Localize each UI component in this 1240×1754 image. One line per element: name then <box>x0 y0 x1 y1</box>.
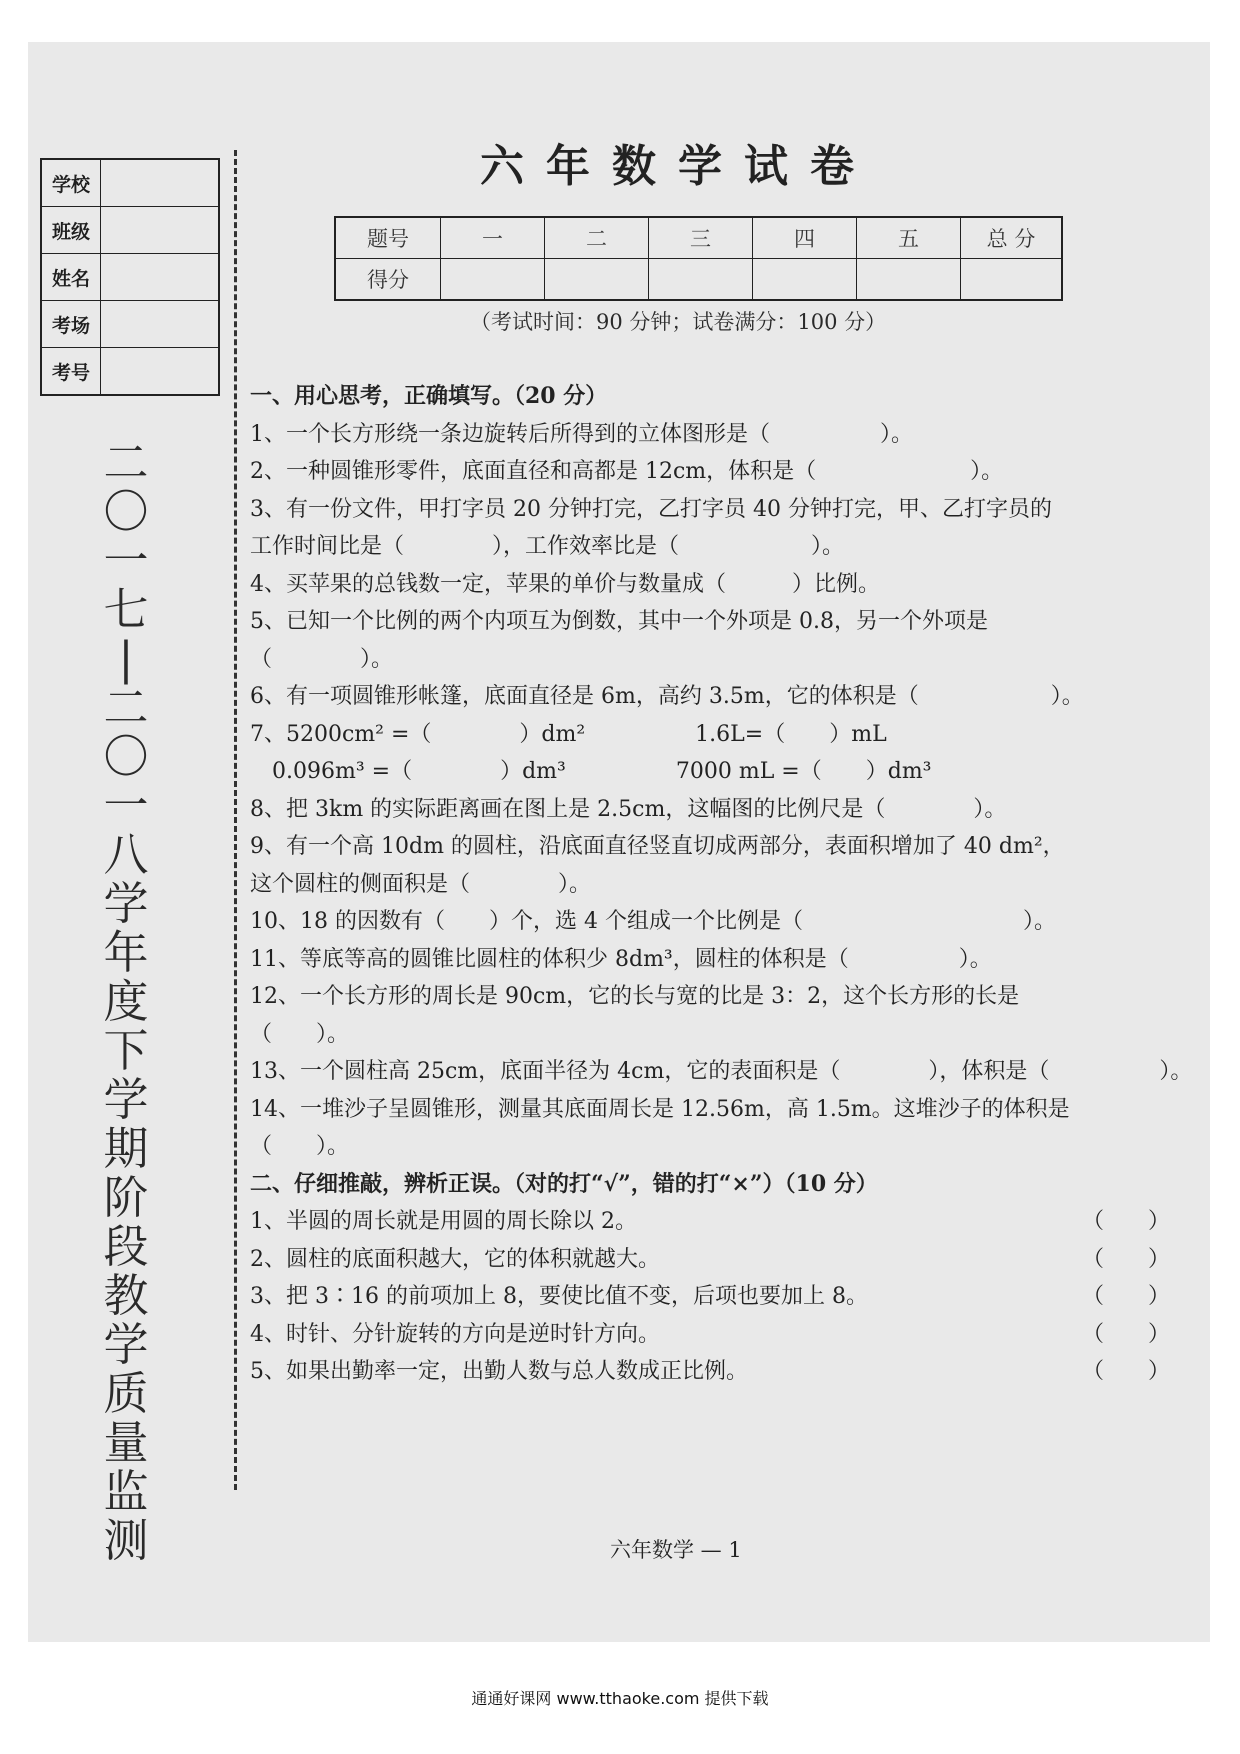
student-info-box <box>40 158 220 396</box>
question-line: 6、有一项圆锥形帐篷，底面直径是 6m，高约 3.5m，它的体积是（ ）。 <box>250 684 1084 709</box>
score-header-cell: 二 <box>545 217 649 259</box>
score-table <box>334 216 1063 301</box>
question-content <box>250 378 1193 1391</box>
question-line: 7、5200cm² =（ ）dm² 1.6L=（ ）mL <box>250 721 887 747</box>
vertical-title-char: 段 <box>103 1220 149 1273</box>
tf-answer-blank[interactable]: （ ） <box>1081 1359 1170 1384</box>
question-line: 这个圆柱的侧面积是（ ）。 <box>250 871 592 897</box>
exam-time-note: （考试时间：90 分钟；试卷满分：100 分） <box>470 310 887 334</box>
info-blank[interactable] <box>101 207 218 253</box>
info-label: 考号 <box>42 348 101 394</box>
section-heading: 二、仔细推敲，辨析正误。（对的打“√”，错的打“×”）（10 分） <box>250 1170 878 1197</box>
score-cell[interactable] <box>441 259 545 301</box>
question-line: 工作时间比是（ ），工作效率比是（ ）。 <box>250 534 845 559</box>
score-header-row <box>335 217 1062 259</box>
info-row-name <box>42 254 218 301</box>
question-line: 11、等底等高的圆锥比圆柱的体积少 8dm³，圆柱的体积是（ ）。 <box>250 946 992 972</box>
info-row-room <box>42 301 218 348</box>
tf-answer-blank[interactable]: （ ） <box>1081 1246 1170 1272</box>
true-false-item <box>250 1353 1180 1391</box>
vertical-title-char: 〇 <box>103 485 149 538</box>
tf-answer-blank[interactable]: （ ） <box>1081 1284 1170 1309</box>
score-cell[interactable] <box>857 259 961 301</box>
info-label: 姓名 <box>42 254 101 300</box>
page-title: 六年数学试卷 <box>480 141 876 192</box>
info-row-number <box>42 348 218 394</box>
vertical-title-char: 二 <box>103 681 149 734</box>
question-line: 9、有一个高 10dm 的圆柱，沿底面直径竖直切成两部分，表面积增加了 40 dm²， <box>250 834 1065 859</box>
vertical-title-char: 量 <box>103 1416 149 1469</box>
vertical-title-char: | <box>118 632 134 685</box>
question-line: （ ）。 <box>250 646 394 672</box>
vertical-exam-title <box>96 438 156 1565</box>
vertical-title-char: 下 <box>103 1024 149 1077</box>
info-label: 考场 <box>42 301 101 347</box>
info-row-class <box>42 207 218 254</box>
vertical-title-char: 度 <box>103 975 149 1028</box>
info-label: 学校 <box>42 160 101 206</box>
info-blank[interactable] <box>101 254 218 300</box>
true-false-item <box>250 1278 1180 1316</box>
vertical-title-char: 期 <box>103 1122 149 1175</box>
info-blank[interactable] <box>101 301 218 347</box>
vertical-title-char: 八 <box>103 828 149 881</box>
question-line: 4、买苹果的总钱数一定，苹果的单价与数量成（ ）比例。 <box>250 571 880 597</box>
vertical-title-char: 质 <box>103 1367 149 1420</box>
question-line: 5、已知一个比例的两个内项互为倒数，其中一个外项是 0.8，另一个外项是 <box>250 609 988 634</box>
question-line: （ ）。 <box>250 1134 350 1159</box>
score-cell[interactable] <box>961 259 1063 301</box>
tf-text: 5、如果出勤率一定，出勤人数与总人数成正比例。 <box>250 1359 748 1384</box>
question-line: 13、一个圆柱高 25cm，底面半径为 4cm，它的表面积是（ ），体积是（ ）。 <box>250 1059 1193 1084</box>
question-line: 3、有一份文件，甲打字员 20 分钟打完，乙打字员 40 分钟打完，甲、乙打字员的 <box>250 496 1052 522</box>
vertical-title-char: 学 <box>103 1073 149 1126</box>
score-header-cell: 四 <box>753 217 857 259</box>
vertical-title-char: 一 <box>103 534 149 587</box>
info-label: 班级 <box>42 207 101 253</box>
score-row-label: 得分 <box>335 259 441 301</box>
question-line: 2、一种圆锥形零件，底面直径和高都是 12cm，体积是（ ）。 <box>250 459 1004 484</box>
question-line: 8、把 3km 的实际距离画在图上是 2.5cm，这幅图的比例尺是（ ）。 <box>250 796 1007 822</box>
question-line: 10、18 的因数有（ ）个，选 4 个组成一个比例是（ ）。 <box>250 909 1056 934</box>
vertical-title-char: 测 <box>103 1514 149 1567</box>
true-false-item <box>250 1316 1180 1354</box>
vertical-title-char: 学 <box>103 1318 149 1371</box>
tf-answer-blank[interactable]: （ ） <box>1081 1321 1170 1347</box>
tf-text: 4、时针、分针旋转的方向是逆时针方向。 <box>250 1321 660 1347</box>
tf-text: 1、半圆的周长就是用圆的周长除以 2。 <box>250 1209 637 1234</box>
score-value-row <box>335 259 1062 301</box>
score-header-cell: 题号 <box>335 217 441 259</box>
binding-dashed-line <box>234 150 237 1490</box>
score-header-cell: 三 <box>649 217 753 259</box>
score-header-cell: 一 <box>441 217 545 259</box>
info-blank[interactable] <box>101 348 218 394</box>
vertical-title-char: 〇 <box>103 730 149 783</box>
question-line: 12、一个长方形的周长是 90cm，它的长与宽的比是 3：2，这个长方形的长是 <box>250 984 1020 1009</box>
score-header-cell: 总 分 <box>961 217 1063 259</box>
source-footer: 通通好课网 www.tthaoke.com 提供下载 <box>471 1689 769 1708</box>
vertical-title-char: 二 <box>103 436 149 489</box>
score-cell[interactable] <box>649 259 753 301</box>
score-cell[interactable] <box>545 259 649 301</box>
vertical-title-char: 七 <box>103 583 149 636</box>
tf-text: 2、圆柱的底面积越大，它的体积就越大。 <box>250 1246 660 1272</box>
true-false-item <box>250 1241 1180 1279</box>
question-line: （ ）。 <box>250 1021 350 1047</box>
vertical-title-char: 监 <box>103 1465 149 1518</box>
vertical-title-char: 学 <box>103 877 149 930</box>
tf-text: 3、把 3∶16 的前项加上 8，要使比值不变，后项也要加上 8。 <box>250 1284 868 1309</box>
vertical-title-char: 教 <box>103 1269 149 1322</box>
page-footer: 六年数学 — 1 <box>610 1538 742 1562</box>
vertical-title-char: 阶 <box>103 1171 149 1224</box>
tf-answer-blank[interactable]: （ ） <box>1081 1209 1170 1234</box>
vertical-title-char: 一 <box>103 779 149 832</box>
score-cell[interactable] <box>753 259 857 301</box>
section-heading: 一、用心思考，正确填写。（20 分） <box>250 383 608 409</box>
vertical-title-char: 年 <box>103 926 149 979</box>
info-blank[interactable] <box>101 160 218 206</box>
score-header-cell: 五 <box>857 217 961 259</box>
question-line: 0.096m³ =（ ）dm³ 7000 mL =（ ）dm³ <box>250 759 932 784</box>
true-false-item <box>250 1203 1180 1241</box>
info-row-school <box>42 160 218 207</box>
question-line: 1、一个长方形绕一条边旋转后所得到的立体图形是（ ）。 <box>250 421 913 447</box>
question-line: 14、一堆沙子呈圆锥形，测量其底面周长是 12.56m，高 1.5m。这堆沙子的体积是 <box>250 1096 1070 1122</box>
